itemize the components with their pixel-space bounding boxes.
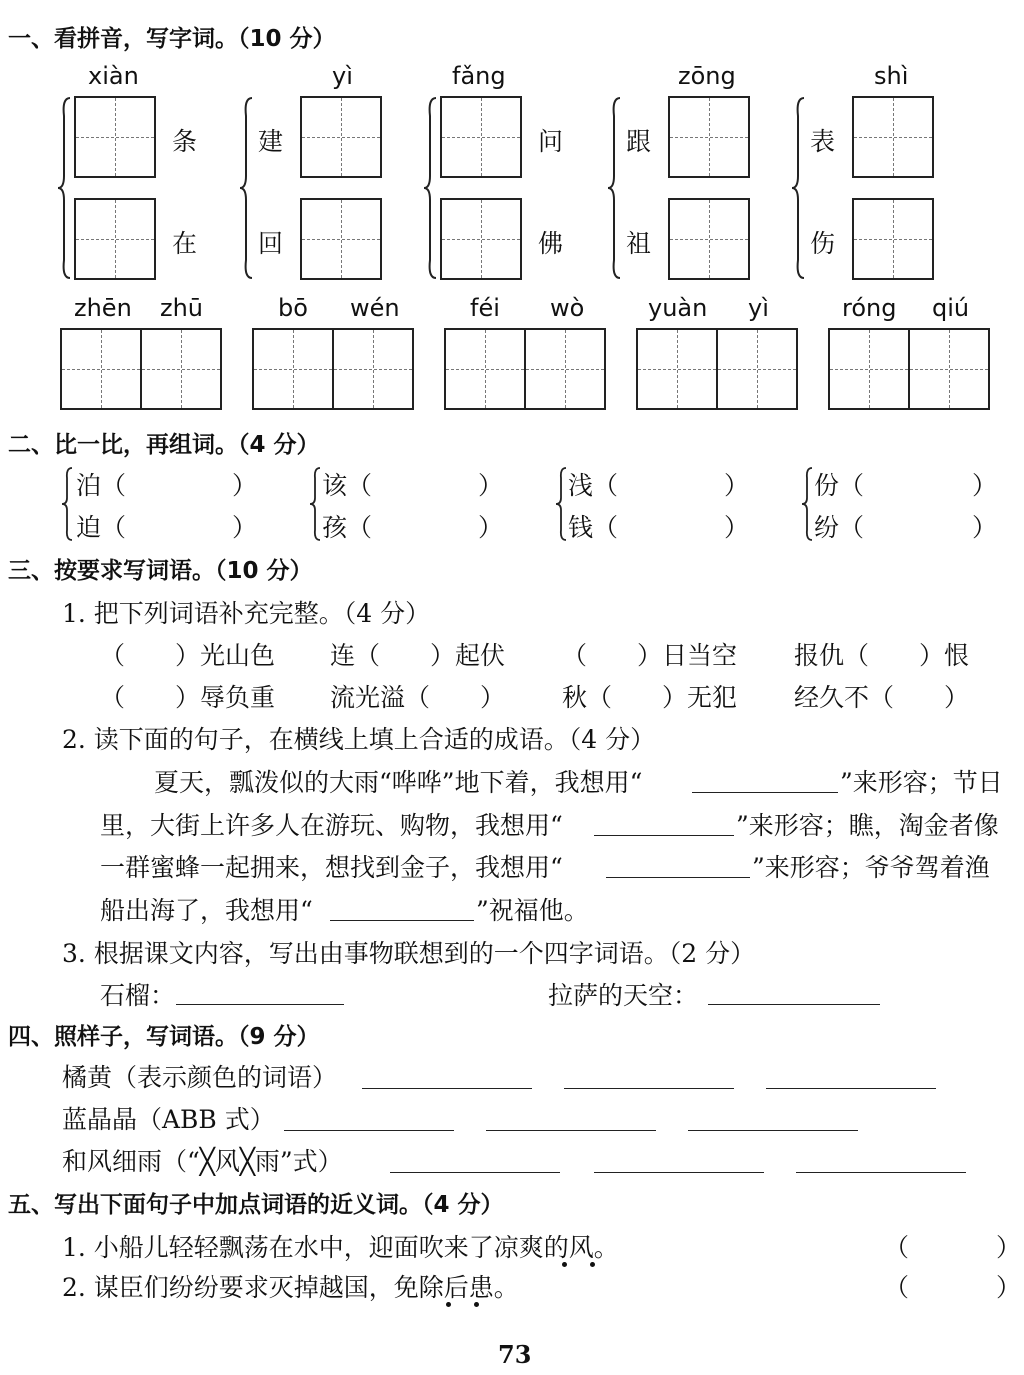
q2-line2b: ”来形容；瞧，淘金者像 — [736, 811, 999, 840]
paren-close: ） — [232, 513, 258, 542]
emphasis-dot — [474, 1302, 479, 1307]
char-biao: 表 — [810, 127, 836, 156]
section5-title: 五、写出下面句子中加点词语的近义词。（4 分） — [8, 1192, 504, 1218]
writing-box[interactable] — [716, 328, 798, 410]
writing-box[interactable] — [440, 198, 522, 280]
answer-blank[interactable] — [606, 877, 750, 878]
writing-box[interactable] — [252, 328, 334, 410]
pair-1b: 迫（ — [76, 513, 127, 542]
pinyin-wo: wò — [550, 294, 585, 322]
q2-line2a: 里，大街上许多人在游玩、购物，我想用“ — [100, 811, 563, 840]
answer-blank[interactable] — [692, 792, 838, 793]
pinyin-zong: zōng — [678, 62, 736, 90]
brace-pair2 — [310, 466, 322, 542]
writing-box[interactable] — [440, 96, 522, 178]
q2-title: 2. 读下面的句子，在横线上填上合适的成语。（4 分） — [62, 725, 656, 754]
answer-blank[interactable] — [594, 1172, 764, 1173]
pair-1a: 泊（ — [76, 471, 127, 500]
brace-group2 — [240, 96, 256, 280]
writing-box[interactable] — [668, 198, 750, 280]
paren-open: （ — [884, 1273, 910, 1302]
brace-pair1 — [62, 466, 74, 542]
writing-box[interactable] — [74, 96, 156, 178]
answer-blank[interactable] — [176, 1004, 344, 1005]
paren-close: ） — [724, 471, 750, 500]
section3-title: 三、按要求写词语。（10 分） — [8, 558, 313, 584]
idiom-7: 秋（ ）无犯 — [562, 683, 738, 712]
pair-4a: 份（ — [814, 471, 865, 500]
paren-close: ） — [972, 471, 998, 500]
example-3: 和风细雨（“╳风╳雨”式） — [62, 1147, 343, 1176]
q2-line4b: ”祝福他。 — [476, 896, 589, 925]
writing-box[interactable] — [524, 328, 606, 410]
pair-2b: 孩（ — [322, 513, 373, 542]
brace-group5 — [792, 96, 808, 280]
example-1: 橘黄（表示颜色的词语） — [62, 1063, 338, 1092]
brace-pair4 — [802, 466, 814, 542]
writing-box[interactable] — [852, 198, 934, 280]
writing-box[interactable] — [444, 328, 526, 410]
writing-box[interactable] — [668, 96, 750, 178]
answer-blank[interactable] — [330, 920, 474, 921]
paren-close: ） — [478, 471, 504, 500]
brace-pair3 — [556, 466, 568, 542]
char-zai: 在 — [172, 229, 198, 258]
emphasis-dot — [590, 1262, 595, 1267]
paren-close: ） — [996, 1233, 1022, 1262]
pinyin-rong: róng — [842, 294, 897, 322]
q2-line4a: 船出海了，我想用“ — [100, 896, 313, 925]
q3-title: 3. 根据课文内容，写出由事物联想到的一个四字词语。（2 分） — [62, 939, 756, 968]
answer-blank[interactable] — [796, 1172, 966, 1173]
pair-2a: 该（ — [322, 471, 373, 500]
answer-blank[interactable] — [390, 1172, 560, 1173]
pinyin-qiu: qiú — [932, 294, 970, 322]
idiom-5: （ ）辱负重 — [100, 683, 276, 712]
writing-box[interactable] — [140, 328, 222, 410]
char-shang: 伤 — [810, 229, 836, 258]
idiom-6: 流光溢（ ） — [330, 683, 506, 712]
sentence-2: 2. 谋臣们纷纷要求灭掉越国，免除后患。 — [62, 1273, 519, 1302]
idiom-4: 报仇（ ）恨 — [794, 641, 970, 670]
answer-blank[interactable] — [362, 1088, 532, 1089]
pinyin-xian: xiàn — [88, 62, 139, 90]
char-jian: 建 — [258, 127, 284, 156]
char-gen: 跟 — [626, 127, 652, 156]
answer-blank[interactable] — [486, 1130, 656, 1131]
char-wen: 问 — [538, 127, 564, 156]
pinyin-yi: yì — [332, 62, 353, 90]
char-tiao: 条 — [172, 127, 198, 156]
answer-blank[interactable] — [284, 1130, 454, 1131]
writing-box[interactable] — [300, 198, 382, 280]
writing-box[interactable] — [332, 328, 414, 410]
pinyin-yuan: yuàn — [648, 294, 708, 322]
q3-a-label: 石榴： — [100, 981, 176, 1010]
brace-group4 — [608, 96, 624, 280]
char-hui: 回 — [258, 229, 284, 258]
writing-box[interactable] — [852, 96, 934, 178]
char-fo: 佛 — [538, 229, 564, 258]
answer-blank[interactable] — [766, 1088, 936, 1089]
section2-title: 二、比一比，再组词。（4 分） — [8, 432, 320, 458]
example-2: 蓝晶晶（ABB 式） — [62, 1105, 275, 1134]
sentence-1: 1. 小船儿轻轻飘荡在水中，迎面吹来了凉爽的风。 — [62, 1233, 619, 1262]
paren-close: ） — [478, 513, 504, 542]
section1-title: 一、看拼音，写字词。（10 分） — [8, 26, 336, 52]
writing-box[interactable] — [636, 328, 718, 410]
page-number: 73 — [498, 1340, 532, 1369]
pinyin-fang: fǎng — [452, 62, 506, 90]
answer-blank[interactable] — [594, 835, 734, 836]
q3-b-label: 拉萨的天空： — [548, 981, 699, 1010]
pair-4b: 纷（ — [814, 513, 865, 542]
emphasis-dot — [562, 1262, 567, 1267]
pair-3b: 钱（ — [568, 513, 619, 542]
writing-box[interactable] — [828, 328, 910, 410]
idiom-3: （ ）日当空 — [562, 641, 738, 670]
pinyin-fei: féi — [470, 294, 500, 322]
brace-group1 — [58, 96, 74, 280]
section4-title: 四、照样子，写词语。（9 分） — [8, 1024, 320, 1050]
answer-blank[interactable] — [708, 1004, 880, 1005]
pinyin-wen: wén — [350, 294, 400, 322]
writing-box[interactable] — [908, 328, 990, 410]
answer-blank[interactable] — [564, 1088, 734, 1089]
writing-box[interactable] — [74, 198, 156, 280]
paren-close: ） — [232, 471, 258, 500]
paren-close: ） — [724, 513, 750, 542]
writing-box[interactable] — [300, 96, 382, 178]
pair-3a: 浅（ — [568, 471, 619, 500]
answer-blank[interactable] — [688, 1130, 858, 1131]
paren-open: （ — [884, 1233, 910, 1262]
idiom-1: （ ）光山色 — [100, 641, 276, 670]
q1-title: 1. 把下列词语补充完整。（4 分） — [62, 599, 431, 628]
pinyin-shi: shì — [874, 62, 909, 90]
idiom-8: 经久不（ ） — [794, 683, 970, 712]
q2-line1a: 夏天，瓢泼似的大雨“哗哗”地下着，我想用“ — [154, 768, 643, 797]
q2-line3b: ”来形容；爷爷驾着渔 — [752, 853, 990, 882]
q2-line1b: ”来形容；节日 — [840, 768, 1003, 797]
writing-box[interactable] — [60, 328, 142, 410]
char-zu: 祖 — [626, 229, 652, 258]
pinyin-zhen: zhēn — [74, 294, 132, 322]
pinyin-bo: bō — [278, 294, 308, 322]
idiom-2: 连（ ）起伏 — [330, 641, 506, 670]
paren-close: ） — [996, 1273, 1022, 1302]
pinyin-yi2: yì — [748, 294, 769, 322]
brace-group3 — [424, 96, 440, 280]
pinyin-zhu: zhū — [160, 294, 204, 322]
emphasis-dot — [446, 1302, 451, 1307]
q2-line3a: 一群蜜蜂一起拥来，想找到金子，我想用“ — [100, 853, 563, 882]
paren-close: ） — [972, 513, 998, 542]
